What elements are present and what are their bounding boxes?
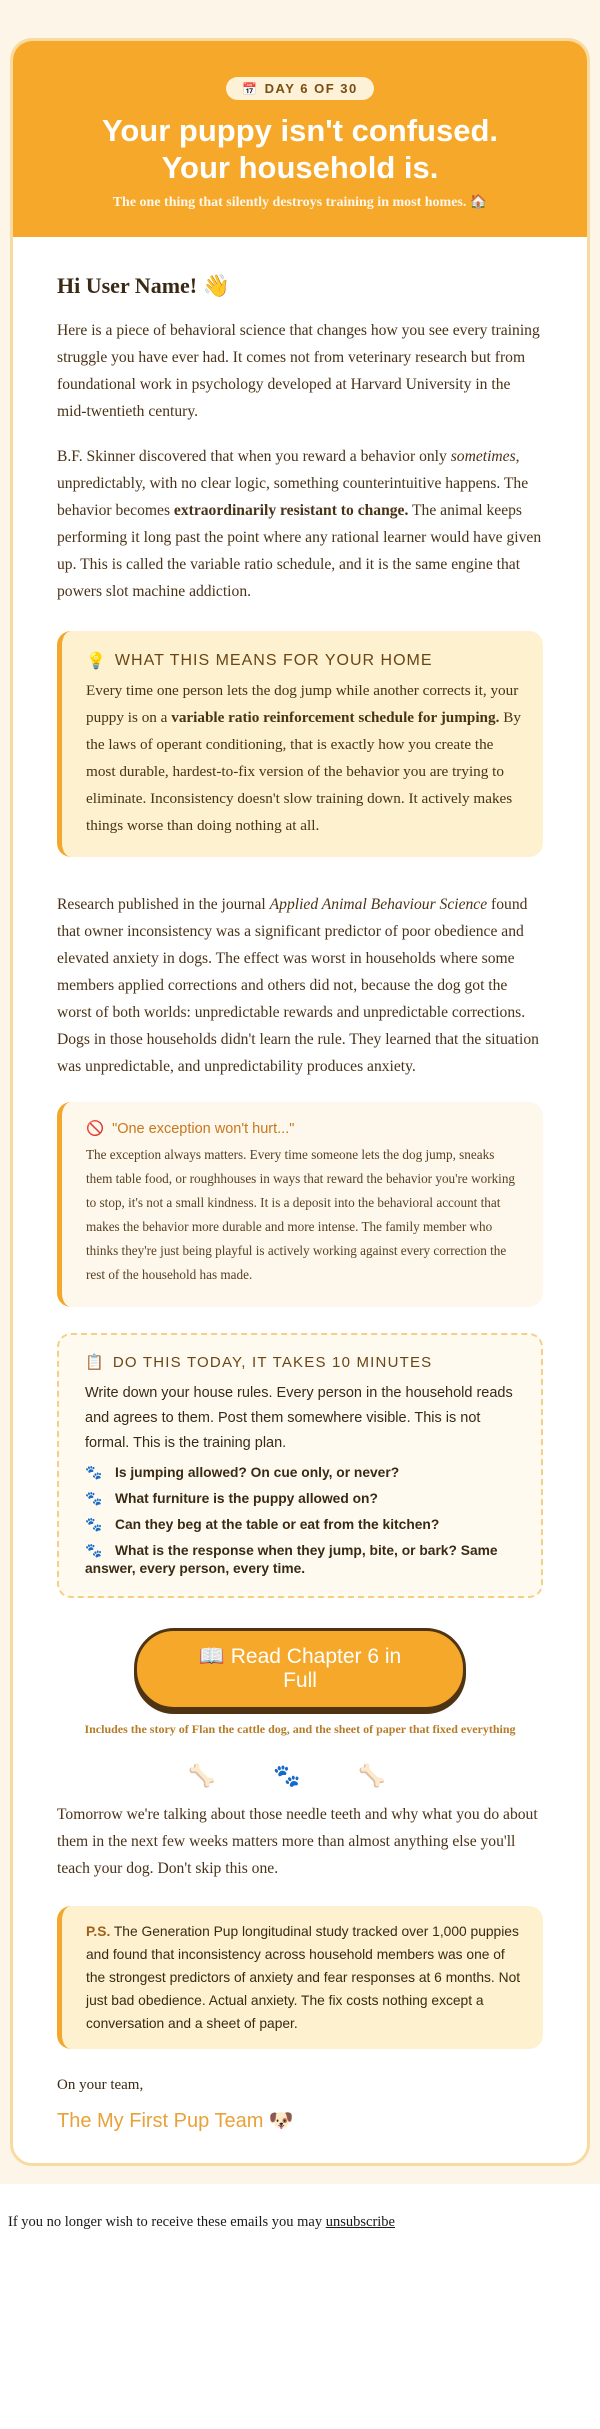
callout-text-2: By the laws of operant conditioning, that is exactly how you create the most durable, hardest-to-fix version of the behavior you are trying to eliminate. Inconsistency doesn't slow training down. It actively makes things worse than doing nothing at all. [86, 709, 521, 834]
todo-box [57, 1333, 543, 1598]
warning-text: The exception always matters. Every time someone lets the dog jump, sneaks them table food, or roughhouses in ways that reward the behavior you're working to stop, it's not a small kindness. It is a deposit into the behavioral account that makes the behavior more durable and more intense. The family member who thinks they're just being playful is actively working against every correction the rest of the household has made. [86, 1147, 516, 1282]
hero-title-line1: Your puppy isn't confused. [101, 113, 499, 148]
paw-icon: 🐾 [85, 1491, 103, 1506]
list-item-text: Is jumping allowed? On cue only, or never? [115, 1465, 400, 1480]
callout-heading [86, 651, 521, 671]
hero-title [43, 112, 557, 186]
research-text-2: found that owner inconsistency was a significant predictor of poor obedience and elevated anxiety in dogs. The effect was worst in households where some members applied corrections and others did not, because the dog got the worst of both worlds: unpredictable rewards and unpredictable corrections. Dogs in those households didn't learn the rule. They learned that the situation was unpredictable, and unpredictability produces anxiety. [57, 896, 539, 1075]
read-chapter-button[interactable]: 📖 Read Chapter 6 in Full [134, 1628, 466, 1710]
lightbulb-icon: 💡 [86, 653, 107, 670]
hero-title-line2: Your household is. [161, 150, 439, 185]
email-footer [0, 2184, 600, 2243]
day-label: DAY 6 OF 30 [264, 81, 358, 96]
cta-note: Includes the story of Flan the cattle dog, and the sheet of paper that fixed everything [84, 1722, 516, 1736]
list-item [85, 1464, 517, 1482]
skinner-em: sometimes [450, 448, 516, 465]
email-card [10, 38, 590, 2166]
paw-icon: 🐾 [85, 1517, 103, 1532]
callout-text-1: Every time one person lets the dog jump while another corrects it, your puppy is on a [86, 682, 519, 726]
ps-text [86, 1920, 521, 2035]
unsubscribe-link[interactable]: unsubscribe [325, 2214, 395, 2230]
callout-text [86, 677, 521, 839]
callout-title: WHAT THIS MEANS FOR YOUR HOME [114, 652, 433, 669]
skinner-paragraph [57, 443, 543, 605]
hero-header [13, 41, 587, 237]
skinner-text-1: B.F. Skinner discovered that when you reward a behavior only [57, 448, 451, 465]
journal-name: Applied Animal Behaviour Science [269, 896, 488, 913]
home-meaning-callout [57, 631, 543, 857]
clipboard-icon: 📋 [85, 1354, 105, 1371]
tomorrow-paragraph: Tomorrow we're talking about those needle teeth and why what you do about them in the next few weeks matters more than almost anything else you'll teach your dog. Don't skip this one. [57, 1806, 538, 1877]
team-signature: The My First Pup Team 🐶 [57, 2110, 294, 2132]
calendar-icon: 📅 [242, 81, 259, 96]
paw-icon: 🐾 [85, 1465, 103, 1480]
skinner-text-2: , unpredictably, with no clear logic, something counterintuitive happens. The behavior becomes [57, 448, 529, 519]
list-item-text: Can they beg at the table or eat from the kitchen? [115, 1517, 440, 1532]
ps-box [57, 1906, 543, 2049]
email-content [13, 237, 587, 2163]
no-entry-icon: 🚫 [86, 1121, 105, 1137]
skinner-strong: extraordinarily resistant to change. [173, 502, 409, 519]
warning-title: "One exception won't hurt..." [112, 1120, 295, 1137]
ps-label: P.S. [86, 1924, 111, 1939]
list-item-text: What is the response when they jump, bite, or bark? Same answer, every person, every time. [85, 1543, 498, 1576]
ps-body: The Generation Pup longitudinal study tracked over 1,000 puppies and found that inconsistency across household members was one of the strongest predictors of anxiety and fear responses at 6 months. Not just bad obedience. Actual anxiety. The fix costs nothing except a conversation and a sheet of paper. [86, 1924, 521, 2031]
todo-text: Write down your house rules. Every person in the household reads and agrees to them. Post them somewhere visible. This is not formal. This is the training plan. [85, 1385, 513, 1451]
list-item [85, 1516, 517, 1534]
paw-icon: 🐾 [85, 1543, 103, 1558]
greeting: Hi User Name! 👋 [57, 273, 231, 298]
list-item [85, 1490, 517, 1508]
signoff: On your team, [57, 2077, 144, 2093]
research-paragraph [57, 891, 543, 1080]
research-text-1: Research published in the journal [57, 896, 270, 913]
todo-title: DO THIS TODAY, IT TAKES 10 MINUTES [112, 1353, 433, 1371]
bone-paw-divider: 🦴 🐾 🦴 [188, 1763, 412, 1788]
skinner-text-3: The animal keeps performing it long past the point where any rational learner would have given up. This is called the variable ratio schedule, and it is the same engine that powers slot machine addiction. [57, 502, 542, 600]
exception-warning [57, 1102, 543, 1307]
list-item [85, 1542, 517, 1578]
footer-text: If you no longer wish to receive these emails you may [8, 2214, 326, 2230]
cta-section [57, 1628, 543, 1737]
todo-heading [85, 1353, 517, 1371]
callout-strong: variable ratio reinforcement schedule for jumping. [171, 709, 500, 726]
day-badge [226, 77, 374, 100]
warning-heading [86, 1120, 519, 1137]
house-rules-list [85, 1464, 517, 1578]
intro-paragraph: Here is a piece of behavioral science that changes how you see every training struggle you have ever had. It comes not from veterinary research but from foundational work in psychology developed at Harvard University in the mid-twentieth century. [57, 322, 540, 420]
hero-subtitle: The one thing that silently destroys training in most homes. 🏠 [112, 195, 488, 210]
list-item-text: What furniture is the puppy allowed on? [115, 1491, 378, 1506]
